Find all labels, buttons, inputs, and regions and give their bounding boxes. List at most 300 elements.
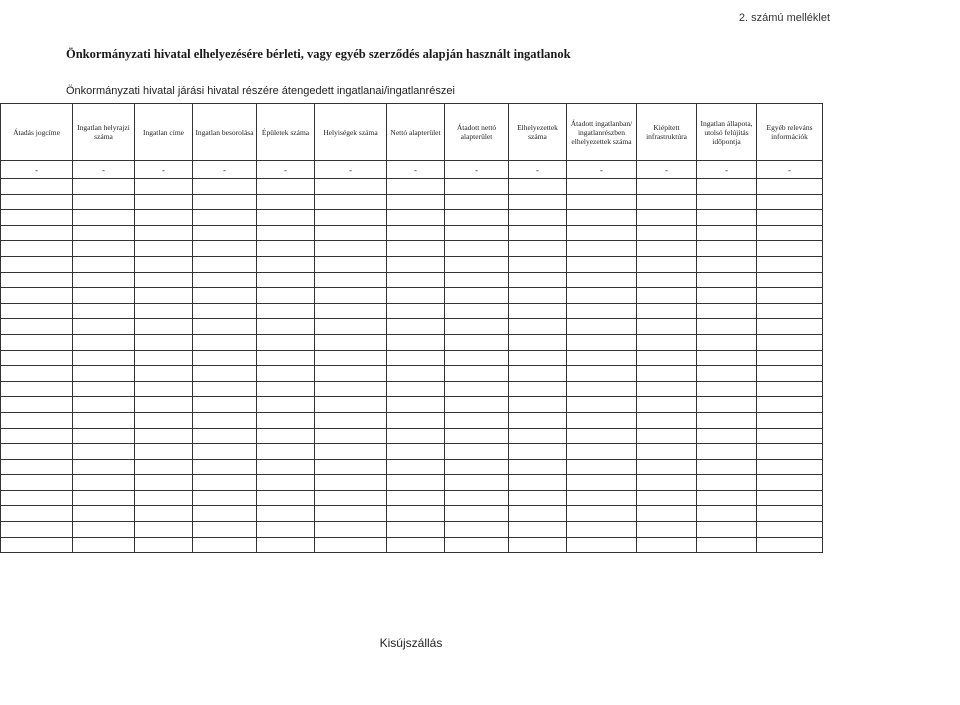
- table-cell: [315, 537, 387, 553]
- table-cell: [135, 412, 193, 428]
- table-cell: [387, 210, 445, 226]
- table-cell: [135, 490, 193, 506]
- table-cell: [315, 210, 387, 226]
- table-cell: [193, 537, 257, 553]
- table-cell: [315, 334, 387, 350]
- table-cell: [637, 256, 697, 272]
- table-cell: [637, 319, 697, 335]
- column-header: Ingatlan állapota, utolsó felújítás időpontja: [697, 104, 757, 161]
- table-row: [1, 179, 823, 195]
- table-cell: [445, 334, 509, 350]
- table-cell: [257, 397, 315, 413]
- table-cell: [445, 490, 509, 506]
- table-cell: [193, 459, 257, 475]
- table-cell: [193, 210, 257, 226]
- table-cell: [257, 334, 315, 350]
- table-cell: [445, 179, 509, 195]
- table-cell: [135, 179, 193, 195]
- table-cell: [757, 475, 823, 491]
- table-cell: [637, 366, 697, 382]
- table-cell: [387, 475, 445, 491]
- table-cell: [509, 490, 567, 506]
- table-cell: -: [73, 161, 135, 179]
- table-cell: [697, 475, 757, 491]
- table-cell: [637, 194, 697, 210]
- table-cell: [257, 428, 315, 444]
- document-subtitle: Önkormányzati hivatal járási hivatal részére átengedett ingatlanai/ingatlanrészei: [66, 85, 455, 97]
- table-cell: [387, 366, 445, 382]
- table-cell: [1, 366, 73, 382]
- table-cell: [445, 241, 509, 257]
- table-cell: [757, 319, 823, 335]
- table-cell: [135, 350, 193, 366]
- table-row: [1, 444, 823, 460]
- table-cell: [387, 272, 445, 288]
- table-cell: [509, 366, 567, 382]
- table-cell: [315, 179, 387, 195]
- table-row: [1, 288, 823, 304]
- table-cell: [315, 522, 387, 538]
- table-cell: [757, 179, 823, 195]
- table-cell: [509, 194, 567, 210]
- table-cell: [73, 272, 135, 288]
- table-cell: [509, 475, 567, 491]
- table-cell: [135, 475, 193, 491]
- table-cell: [135, 272, 193, 288]
- table-cell: [257, 412, 315, 428]
- table-cell: [757, 522, 823, 538]
- table-cell: [135, 241, 193, 257]
- table-cell: [135, 366, 193, 382]
- table-cell: [697, 490, 757, 506]
- table-cell: [135, 225, 193, 241]
- table-row: [1, 475, 823, 491]
- table-cell: [193, 475, 257, 491]
- table-cell: [193, 241, 257, 257]
- table-cell: [509, 350, 567, 366]
- table-cell: [135, 319, 193, 335]
- table-cell: [135, 288, 193, 304]
- table-cell: [757, 428, 823, 444]
- table-cell: [315, 381, 387, 397]
- table-cell: [697, 537, 757, 553]
- table-cell: [567, 475, 637, 491]
- table-cell: [387, 241, 445, 257]
- table-cell: [387, 428, 445, 444]
- table-cell: [509, 288, 567, 304]
- table-cell: [445, 522, 509, 538]
- table-cell: [567, 334, 637, 350]
- table-cell: [73, 350, 135, 366]
- table-cell: [445, 459, 509, 475]
- table-cell: -: [567, 161, 637, 179]
- table-cell: [315, 490, 387, 506]
- table-cell: [315, 241, 387, 257]
- table-cell: [73, 506, 135, 522]
- table-cell: [757, 506, 823, 522]
- table-cell: [637, 210, 697, 226]
- table-cell: [445, 194, 509, 210]
- table-cell: [757, 210, 823, 226]
- table-cell: [257, 241, 315, 257]
- table-cell: [315, 428, 387, 444]
- table-cell: [73, 194, 135, 210]
- table-cell: [757, 334, 823, 350]
- table-cell: [757, 350, 823, 366]
- table-cell: [697, 459, 757, 475]
- table-cell: [637, 428, 697, 444]
- table-cell: [315, 225, 387, 241]
- table-cell: [387, 412, 445, 428]
- table-cell: [637, 522, 697, 538]
- table-row: [1, 225, 823, 241]
- table-cell: -: [697, 161, 757, 179]
- table-cell: -: [257, 161, 315, 179]
- table-cell: [257, 288, 315, 304]
- table-cell: [697, 256, 757, 272]
- table-cell: [73, 459, 135, 475]
- table-cell: [445, 428, 509, 444]
- table-cell: [1, 350, 73, 366]
- table-cell: [135, 506, 193, 522]
- table-cell: [257, 225, 315, 241]
- table-cell: [637, 490, 697, 506]
- table-cell: [193, 272, 257, 288]
- table-body: [1, 161, 823, 553]
- table-cell: [257, 444, 315, 460]
- table-row: [1, 256, 823, 272]
- table-cell: [387, 194, 445, 210]
- table-cell: [567, 179, 637, 195]
- table-cell: [257, 475, 315, 491]
- table-row: [1, 334, 823, 350]
- table-cell: [567, 303, 637, 319]
- table-cell: [257, 459, 315, 475]
- table-cell: [135, 303, 193, 319]
- table-cell: [1, 179, 73, 195]
- table-cell: [387, 490, 445, 506]
- table-cell: [193, 397, 257, 413]
- table-cell: [567, 490, 637, 506]
- table-cell: [387, 397, 445, 413]
- table-cell: [193, 506, 257, 522]
- table-cell: [73, 334, 135, 350]
- table-cell: [135, 256, 193, 272]
- table-row: [1, 241, 823, 257]
- table-cell: [135, 194, 193, 210]
- table-cell: [1, 210, 73, 226]
- table-cell: [445, 272, 509, 288]
- table-row: [1, 428, 823, 444]
- table-row: [1, 161, 823, 179]
- table-cell: [387, 537, 445, 553]
- table-cell: [73, 490, 135, 506]
- table-cell: [193, 381, 257, 397]
- annex-label: 2. számú melléklet: [738, 12, 830, 24]
- table-row: [1, 537, 823, 553]
- table-cell: [315, 350, 387, 366]
- table-cell: [73, 537, 135, 553]
- table-cell: -: [1, 161, 73, 179]
- table-cell: [387, 303, 445, 319]
- table-cell: [387, 288, 445, 304]
- table-cell: [757, 412, 823, 428]
- table-cell: [387, 225, 445, 241]
- table-cell: [257, 490, 315, 506]
- table-cell: [1, 288, 73, 304]
- table-cell: [445, 412, 509, 428]
- table-cell: [387, 350, 445, 366]
- table-cell: [637, 537, 697, 553]
- table-cell: [509, 256, 567, 272]
- table-cell: [637, 288, 697, 304]
- table-row: [1, 319, 823, 335]
- table-cell: [567, 288, 637, 304]
- table-cell: [445, 537, 509, 553]
- table-cell: [315, 194, 387, 210]
- column-header: Nettó alapterület: [387, 104, 445, 161]
- table-cell: -: [135, 161, 193, 179]
- table-cell: [445, 225, 509, 241]
- table-cell: [73, 444, 135, 460]
- table-cell: [697, 366, 757, 382]
- table-cell: -: [315, 161, 387, 179]
- table-cell: [135, 397, 193, 413]
- table-cell: [757, 225, 823, 241]
- column-header: Átadás jogcíme: [1, 104, 73, 161]
- table-cell: [193, 303, 257, 319]
- table-cell: [567, 506, 637, 522]
- table-cell: [257, 319, 315, 335]
- table-cell: [73, 241, 135, 257]
- table-cell: [1, 522, 73, 538]
- table-cell: [387, 334, 445, 350]
- table-cell: [445, 256, 509, 272]
- table-cell: [567, 522, 637, 538]
- table-cell: [697, 179, 757, 195]
- table-cell: [637, 179, 697, 195]
- table-cell: [445, 366, 509, 382]
- table-cell: [193, 288, 257, 304]
- table-cell: [315, 475, 387, 491]
- table-cell: [1, 412, 73, 428]
- table-cell: [445, 444, 509, 460]
- table-cell: [315, 272, 387, 288]
- table-row: [1, 459, 823, 475]
- table-cell: [445, 288, 509, 304]
- table-cell: [567, 537, 637, 553]
- table-cell: [257, 522, 315, 538]
- table-cell: [757, 459, 823, 475]
- table-cell: [193, 334, 257, 350]
- table-cell: [697, 428, 757, 444]
- table-cell: [637, 381, 697, 397]
- table-cell: [567, 381, 637, 397]
- table-cell: [1, 272, 73, 288]
- table-cell: [637, 334, 697, 350]
- table-cell: [637, 397, 697, 413]
- table-cell: [567, 256, 637, 272]
- table-cell: [637, 272, 697, 288]
- table-cell: [567, 241, 637, 257]
- table-cell: [387, 444, 445, 460]
- table-cell: [257, 210, 315, 226]
- table-cell: [445, 210, 509, 226]
- table-cell: [637, 350, 697, 366]
- table-cell: -: [387, 161, 445, 179]
- table-cell: [387, 381, 445, 397]
- table-cell: [315, 412, 387, 428]
- table-cell: [509, 210, 567, 226]
- column-header: Ingatlan besorolása: [193, 104, 257, 161]
- table-cell: [135, 334, 193, 350]
- table-cell: [1, 303, 73, 319]
- table-row: [1, 412, 823, 428]
- table-row: [1, 303, 823, 319]
- table-cell: [697, 522, 757, 538]
- table-cell: [193, 444, 257, 460]
- table-cell: [697, 412, 757, 428]
- table-cell: [1, 506, 73, 522]
- table-cell: [697, 444, 757, 460]
- table-cell: [315, 444, 387, 460]
- table-cell: [315, 397, 387, 413]
- table-cell: [257, 537, 315, 553]
- table-cell: [567, 366, 637, 382]
- table-cell: [445, 381, 509, 397]
- table-cell: [509, 444, 567, 460]
- table-cell: [567, 272, 637, 288]
- table-cell: [757, 241, 823, 257]
- table-cell: [73, 475, 135, 491]
- table-cell: [697, 381, 757, 397]
- table-cell: [73, 256, 135, 272]
- table-cell: [697, 303, 757, 319]
- table-cell: [697, 506, 757, 522]
- table-cell: [73, 319, 135, 335]
- table-row: [1, 272, 823, 288]
- table-cell: [757, 256, 823, 272]
- column-header: Átadott ingatlanban/ ingatlanrészben elhelyezettek száma: [567, 104, 637, 161]
- table-cell: [567, 210, 637, 226]
- table-cell: [387, 459, 445, 475]
- table-cell: [315, 506, 387, 522]
- table-row: [1, 522, 823, 538]
- table-cell: [509, 522, 567, 538]
- table-cell: [73, 366, 135, 382]
- table-cell: [1, 444, 73, 460]
- table-cell: [193, 490, 257, 506]
- table-cell: [257, 381, 315, 397]
- table-cell: [387, 179, 445, 195]
- table-row: [1, 210, 823, 226]
- table-cell: [509, 412, 567, 428]
- table-cell: [193, 256, 257, 272]
- table-cell: [567, 459, 637, 475]
- table-cell: [697, 210, 757, 226]
- table-row: [1, 350, 823, 366]
- table-cell: [257, 506, 315, 522]
- table-cell: [697, 194, 757, 210]
- table-cell: [193, 366, 257, 382]
- table-cell: [637, 459, 697, 475]
- table-cell: [445, 506, 509, 522]
- table-cell: [637, 303, 697, 319]
- column-header: Kiépített infrastruktúra: [637, 104, 697, 161]
- table-cell: [315, 366, 387, 382]
- table-cell: [567, 412, 637, 428]
- table-cell: [73, 225, 135, 241]
- table-cell: [73, 412, 135, 428]
- column-header: Egyéb releváns információk: [757, 104, 823, 161]
- table-cell: [757, 288, 823, 304]
- table-cell: [1, 381, 73, 397]
- table-cell: [637, 241, 697, 257]
- table-cell: [509, 179, 567, 195]
- table-row: [1, 194, 823, 210]
- table-cell: [637, 412, 697, 428]
- table-cell: [757, 303, 823, 319]
- table-cell: [73, 179, 135, 195]
- table-cell: [1, 225, 73, 241]
- table-cell: [387, 256, 445, 272]
- table-cell: [509, 381, 567, 397]
- table-cell: [1, 428, 73, 444]
- table-cell: [1, 490, 73, 506]
- table-cell: [387, 319, 445, 335]
- table-cell: [509, 303, 567, 319]
- table-cell: [509, 272, 567, 288]
- table-cell: [509, 397, 567, 413]
- place-name: Kisújszállás: [379, 636, 443, 650]
- table-cell: [1, 397, 73, 413]
- table-cell: [193, 319, 257, 335]
- table-cell: [509, 459, 567, 475]
- table-cell: [135, 522, 193, 538]
- property-table: [0, 103, 823, 553]
- table-row: [1, 490, 823, 506]
- table-cell: [567, 350, 637, 366]
- table-cell: [73, 210, 135, 226]
- table-cell: -: [509, 161, 567, 179]
- table-cell: [193, 225, 257, 241]
- table-cell: [387, 522, 445, 538]
- table-cell: [697, 241, 757, 257]
- table-cell: [315, 256, 387, 272]
- table-cell: [193, 194, 257, 210]
- table-cell: [257, 256, 315, 272]
- table-cell: [135, 444, 193, 460]
- table-cell: [73, 397, 135, 413]
- column-header: Ingatlan címe: [135, 104, 193, 161]
- table-cell: [757, 381, 823, 397]
- table-cell: [509, 319, 567, 335]
- table-cell: [757, 537, 823, 553]
- table-cell: [135, 428, 193, 444]
- table-cell: [315, 303, 387, 319]
- table-cell: [757, 444, 823, 460]
- table-cell: [73, 522, 135, 538]
- table-cell: [509, 537, 567, 553]
- table-cell: [567, 319, 637, 335]
- column-header: Épületek száma: [257, 104, 315, 161]
- table-cell: [1, 194, 73, 210]
- table-cell: [697, 350, 757, 366]
- column-header: Ingatlan helyrajzi száma: [73, 104, 135, 161]
- table-cell: [315, 459, 387, 475]
- table-cell: [445, 350, 509, 366]
- table-cell: [1, 459, 73, 475]
